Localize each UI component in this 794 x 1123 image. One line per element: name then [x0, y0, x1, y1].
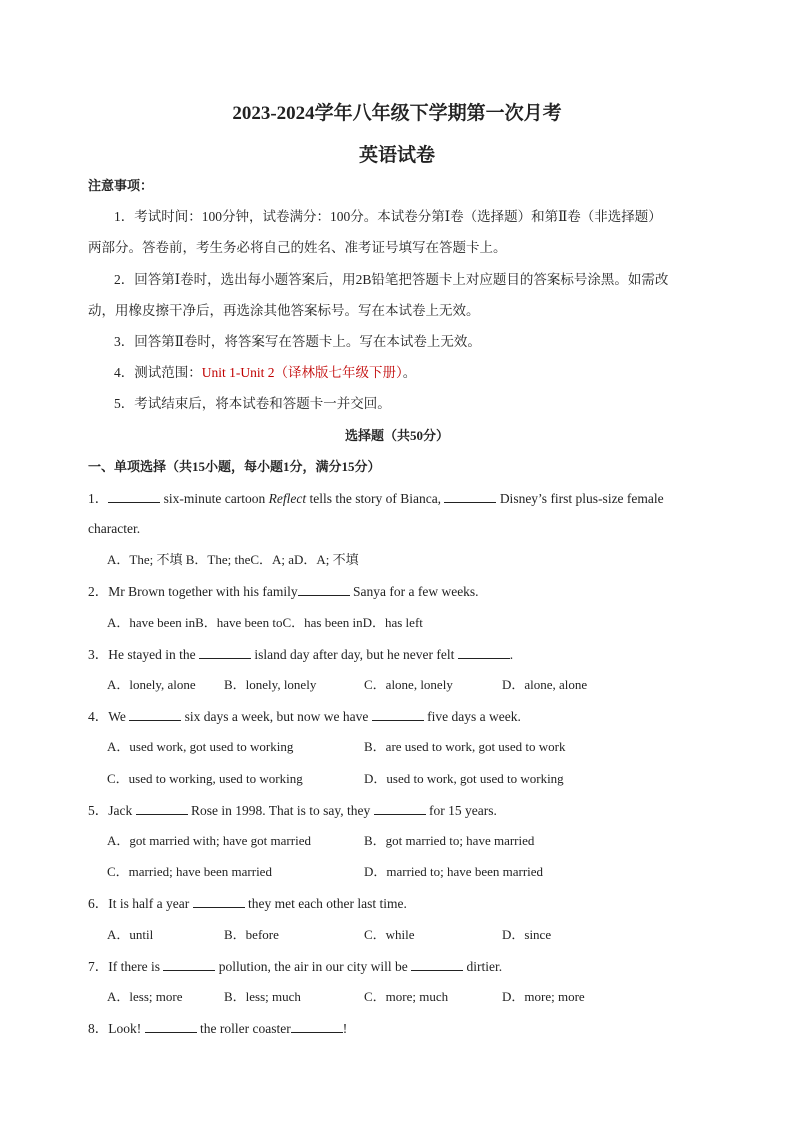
question-text: He stayed in the: [108, 647, 199, 662]
option-c: C．while: [364, 927, 415, 942]
answer-blank: [298, 583, 350, 596]
notes-heading: 注意事项：: [88, 178, 154, 193]
question-8: [88, 1020, 347, 1037]
answer-blank: [291, 1020, 343, 1033]
answer-blank: [199, 646, 251, 659]
question-number: 6．: [88, 896, 109, 911]
question-1-options: A．The; 不填 B．The; theC．A; aD．A; 不填: [107, 552, 359, 567]
question-1-continued: character.: [88, 521, 141, 536]
question-text: It is half a year: [108, 896, 193, 911]
question-text: island day after day, but he never felt: [250, 647, 458, 662]
answer-blank: [129, 708, 181, 721]
question-1: [88, 490, 664, 507]
option-c: C．married; have been married: [107, 864, 272, 879]
question-number: 5．: [88, 803, 109, 818]
option-c: C．more; much: [364, 989, 449, 1004]
option-b: B．got married to; have married: [364, 833, 535, 848]
question-number: 1．: [88, 491, 109, 506]
exam-subtitle: 英语试卷: [358, 145, 435, 166]
question-number: 2．: [88, 584, 109, 599]
option-a: A．lonely, alone: [107, 677, 196, 692]
question-text: Sanya for a few weeks.: [349, 584, 479, 599]
option-a: A．got married with; have got married: [107, 833, 311, 848]
option-b: B．before: [224, 927, 279, 942]
question-text: If there is: [108, 959, 164, 974]
option-a: A．less; more: [107, 989, 183, 1004]
question-4: [88, 708, 521, 725]
answer-blank: [108, 490, 160, 503]
answer-blank: [136, 802, 188, 815]
question-text: Rose in 1998. That is to say, they: [187, 803, 374, 818]
option-b: B．lonely, lonely: [224, 677, 317, 692]
note-4-range: Unit 1-Unit 2（译林版七年级下册）: [201, 365, 403, 380]
question-2: [88, 583, 479, 600]
option-d: D．alone, alone: [502, 677, 588, 692]
answer-blank: [145, 1020, 197, 1033]
question-text: We: [108, 709, 130, 724]
section-title: 选择题（共50分）: [344, 428, 449, 443]
question-text: they met each other last time.: [244, 896, 407, 911]
option-d: D．more; more: [502, 989, 585, 1004]
question-text: Look!: [108, 1021, 145, 1036]
note-2-line-1: 2．回答第Ⅰ卷时，选出每小题答案后，用2B铅笔把答题卡上对应题目的答案标号涂黑。如需改: [114, 272, 669, 287]
question-text: pollution, the air in our city will be: [215, 959, 412, 974]
question-text: six days a week, but now we have: [181, 709, 372, 724]
option-a: A．until: [107, 927, 154, 942]
question-text: Jack: [108, 803, 136, 818]
option-c: C．alone, lonely: [364, 677, 453, 692]
exam-title: 2023-2024学年八年级下学期第一次月考: [232, 103, 562, 124]
question-text: Disney’s first plus-size female: [496, 491, 664, 506]
option-d: D．used to work, got used to working: [364, 771, 564, 786]
question-text: for 15 years.: [425, 803, 497, 818]
cartoon-title: Reflect: [268, 491, 307, 506]
note-3: 3．回答第Ⅱ卷时，将答案写在答题卡上。写在本试卷上无效。: [114, 334, 481, 349]
option-a: A．used work, got used to working: [107, 739, 294, 754]
question-text: !: [342, 1021, 348, 1036]
answer-blank: [411, 958, 463, 971]
part-1-heading: 一、单项选择（共15小题，每小题1分，满分15分）: [88, 459, 381, 474]
question-6: [88, 895, 407, 912]
note-5: 5．考试结束后，将本试卷和答题卡一并交回。: [114, 396, 391, 411]
note-1-line-1: 1．考试时间：100分钟，试卷满分：100分。本试卷分第Ⅰ卷（选择题）和第Ⅱ卷（非选择题）: [114, 209, 662, 224]
question-3: [88, 646, 513, 663]
question-7: [88, 958, 502, 975]
question-number: 8．: [88, 1021, 109, 1036]
question-text: dirtier.: [463, 959, 503, 974]
question-text: the roller coaster: [196, 1021, 291, 1036]
question-number: 4．: [88, 709, 109, 724]
question-text: Mr Brown together with his family: [108, 584, 298, 599]
question-text: five days a week.: [423, 709, 521, 724]
question-number: 3．: [88, 647, 109, 662]
note-4-suffix: 。: [402, 365, 417, 380]
answer-blank: [458, 646, 510, 659]
option-c: C．used to working, used to working: [107, 771, 303, 786]
option-d: D．married to; have been married: [364, 864, 544, 879]
note-1-line-2: 两部分。答卷前，考生务必将自己的姓名、准考证号填写在答题卡上。: [88, 240, 507, 255]
note-4: [114, 365, 416, 381]
note-2-line-2: 动，用橡皮擦干净后，再选涂其他答案标号。写在本试卷上无效。: [88, 303, 480, 318]
note-4-prefix: 4．测试范围：: [114, 365, 202, 380]
question-text: six-minute cartoon: [163, 491, 269, 506]
answer-blank: [193, 895, 245, 908]
question-text: .: [509, 647, 514, 662]
option-b: B．are used to work, got used to work: [364, 739, 566, 754]
question-number: 7．: [88, 959, 109, 974]
question-2-options: A．have been inB．have been toC．has been inD．has left: [107, 615, 423, 630]
answer-blank: [163, 958, 215, 971]
question-5: [88, 802, 497, 819]
option-d: D．since: [502, 927, 552, 942]
answer-blank: [372, 708, 424, 721]
answer-blank: [444, 490, 496, 503]
question-text: tells the story of Bianca,: [306, 491, 445, 506]
option-b: B．less; much: [224, 989, 301, 1004]
answer-blank: [374, 802, 426, 815]
